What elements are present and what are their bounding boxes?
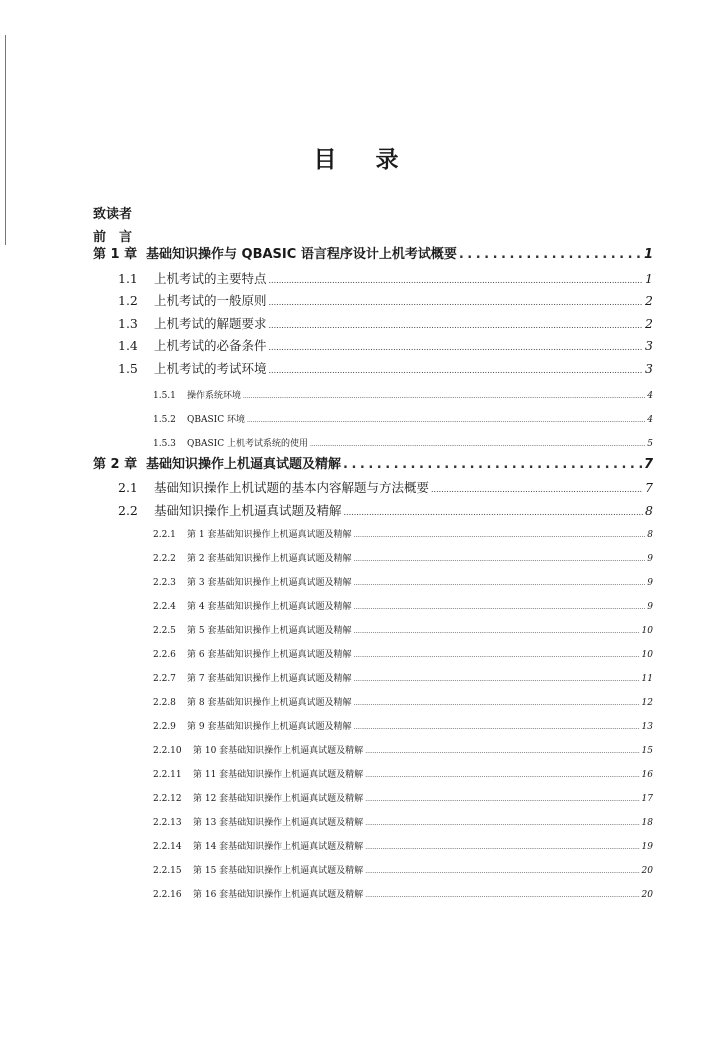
subsection-number: 2.2.14 — [153, 842, 182, 852]
page-number: 9 — [647, 554, 653, 564]
leader-dots — [269, 339, 644, 357]
toc-chapter-2[interactable] — [93, 456, 653, 474]
leader-dots — [243, 388, 645, 406]
leader-dots — [269, 294, 644, 312]
leader-dots — [353, 695, 639, 713]
page-number: 13 — [641, 722, 653, 732]
subsection-title: 第 3 套基础知识操作上机逼真试题及精解 — [187, 578, 352, 588]
subsection-title: 第 13 套基础知识操作上机逼真试题及精解 — [193, 818, 364, 828]
subsection-number: 2.2.10 — [153, 746, 182, 756]
chapter-number: 第 2 章 — [93, 457, 138, 472]
page-number: 7 — [645, 480, 653, 495]
section-title: 上机考试的考试环境 — [154, 361, 267, 376]
section-number: 2.2 — [118, 503, 138, 518]
toc-subsection[interactable] — [153, 550, 653, 569]
page-number: 17 — [641, 794, 653, 804]
page-number: 9 — [647, 578, 653, 588]
page-edge-line — [5, 35, 6, 245]
toc-subsection[interactable] — [153, 670, 653, 689]
leader-dots — [353, 647, 639, 665]
leader-dots — [365, 743, 639, 761]
section-title: 基础知识操作上机逼真试题及精解 — [154, 503, 342, 518]
subsection-number: 2.2.16 — [153, 890, 182, 900]
leader-dots — [365, 887, 639, 905]
leader-dots — [269, 362, 644, 380]
page-number: 3 — [645, 361, 653, 376]
page-number: 15 — [641, 746, 653, 756]
page-number: 1 — [645, 271, 653, 286]
toc-chapter-1[interactable] — [93, 246, 653, 264]
subsection-title: 第 4 套基础知识操作上机逼真试题及精解 — [187, 602, 352, 612]
subsection-number: 1.5.2 — [153, 415, 176, 425]
leader-dots — [269, 272, 644, 290]
leader-dots — [365, 791, 639, 809]
subsection-number: 2.2.7 — [153, 674, 176, 684]
subsection-title: 第 6 套基础知识操作上机逼真试题及精解 — [187, 650, 352, 660]
section-number: 2.1 — [118, 480, 138, 495]
toc-subsection[interactable] — [153, 862, 653, 881]
toc-section[interactable] — [118, 292, 653, 312]
section-title: 基础知识操作上机试题的基本内容解题与方法概要 — [154, 480, 430, 495]
section-number: 1.2 — [118, 293, 138, 308]
subsection-number: 2.2.2 — [153, 554, 176, 564]
page-number: 10 — [641, 626, 653, 636]
leader-dots — [343, 456, 642, 474]
toc-section[interactable] — [118, 315, 653, 335]
toc-section[interactable] — [118, 502, 653, 522]
page-title — [0, 141, 713, 174]
toc-subsection[interactable] — [153, 814, 653, 833]
chapter-title: 基础知识操作与 QBASIC 语言程序设计上机考试概要 — [146, 247, 457, 262]
toc-subsection[interactable] — [153, 411, 653, 430]
subsection-title: 第 12 套基础知识操作上机逼真试题及精解 — [193, 794, 364, 804]
toc-front-preface: 前 言 — [93, 230, 133, 245]
subsection-title: 第 1 套基础知识操作上机逼真试题及精解 — [187, 530, 352, 540]
subsection-number: 2.2.9 — [153, 722, 176, 732]
page-number: 16 — [641, 770, 653, 780]
subsection-number: 2.2.5 — [153, 626, 176, 636]
title-char-2: 录 — [375, 147, 400, 173]
toc-subsection[interactable] — [153, 694, 653, 713]
section-title: 上机考试的必备条件 — [154, 338, 267, 353]
page-number: 4 — [647, 415, 653, 425]
leader-dots — [365, 839, 639, 857]
toc-subsection[interactable] — [153, 526, 653, 545]
toc-subsection[interactable] — [153, 387, 653, 406]
leader-dots — [365, 767, 639, 785]
leader-dots — [353, 623, 639, 641]
subsection-number: 2.2.12 — [153, 794, 182, 804]
subsection-number: 2.2.1 — [153, 530, 176, 540]
section-number: 1.5 — [118, 361, 138, 376]
section-number: 1.3 — [118, 316, 138, 331]
subsection-title: 第 16 套基础知识操作上机逼真试题及精解 — [193, 890, 364, 900]
page-number: 10 — [641, 650, 653, 660]
page-number: 18 — [641, 818, 653, 828]
leader-dots — [353, 719, 639, 737]
toc-subsection[interactable] — [153, 766, 653, 785]
page-number: 2 — [645, 316, 653, 331]
section-title: 上机考试的主要特点 — [154, 271, 267, 286]
leader-dots — [353, 599, 645, 617]
page-number: 5 — [647, 439, 653, 449]
subsection-title: 第 2 套基础知识操作上机逼真试题及精解 — [187, 554, 352, 564]
section-title: 上机考试的一般原则 — [154, 293, 267, 308]
subsection-title: 操作系统环境 — [187, 391, 242, 401]
subsection-title: 第 7 套基础知识操作上机逼真试题及精解 — [187, 674, 352, 684]
toc-subsection[interactable] — [153, 718, 653, 737]
toc-section[interactable] — [118, 360, 653, 380]
title-char-1: 目 — [313, 147, 338, 173]
toc-section[interactable] — [118, 479, 653, 499]
subsection-number: 1.5.1 — [153, 391, 176, 401]
subsection-number: 2.2.4 — [153, 602, 176, 612]
toc-subsection[interactable] — [153, 886, 653, 905]
subsection-number: 2.2.11 — [153, 770, 182, 780]
toc-subsection[interactable] — [153, 790, 653, 809]
subsection-title: QBASIC 环境 — [187, 415, 245, 425]
subsection-title: QBASIC 上机考试系统的使用 — [187, 439, 308, 449]
section-title: 上机考试的解题要求 — [154, 316, 267, 331]
toc-subsection[interactable] — [153, 742, 653, 761]
leader-dots — [365, 863, 639, 881]
subsection-title: 第 14 套基础知识操作上机逼真试题及精解 — [193, 842, 364, 852]
section-number: 1.4 — [118, 338, 138, 353]
toc-front-reader-note: 致读者 — [93, 207, 133, 222]
subsection-number: 2.2.8 — [153, 698, 176, 708]
leader-dots — [459, 246, 642, 264]
leader-dots — [365, 815, 639, 833]
page-number: 11 — [641, 674, 653, 684]
page-number: 8 — [647, 530, 653, 540]
subsection-number: 2.2.6 — [153, 650, 176, 660]
subsection-title: 第 9 套基础知识操作上机逼真试题及精解 — [187, 722, 352, 732]
page-number: 20 — [641, 866, 653, 876]
leader-dots — [431, 481, 643, 499]
subsection-number: 1.5.3 — [153, 439, 176, 449]
section-number: 1.1 — [118, 271, 138, 286]
subsection-title: 第 5 套基础知识操作上机逼真试题及精解 — [187, 626, 352, 636]
subsection-title: 第 11 套基础知识操作上机逼真试题及精解 — [193, 770, 364, 780]
subsection-number: 2.2.3 — [153, 578, 176, 588]
subsection-number: 2.2.15 — [153, 866, 182, 876]
leader-dots — [353, 671, 639, 689]
leader-dots — [353, 527, 645, 545]
leader-dots — [269, 317, 644, 335]
toc-subsection[interactable] — [153, 435, 653, 454]
subsection-number: 2.2.13 — [153, 818, 182, 828]
chapter-number: 第 1 章 — [93, 247, 138, 262]
page-number: 19 — [641, 842, 653, 852]
toc-subsection[interactable] — [153, 622, 653, 641]
page-number: 9 — [647, 602, 653, 612]
leader-dots — [247, 412, 645, 430]
toc-subsection[interactable] — [153, 646, 653, 665]
page-number: 1 — [643, 247, 653, 262]
leader-dots — [353, 551, 645, 569]
page-number: 3 — [645, 338, 653, 353]
page-number: 8 — [645, 503, 653, 518]
page-number: 4 — [647, 391, 653, 401]
subsection-title: 第 15 套基础知识操作上机逼真试题及精解 — [193, 866, 364, 876]
toc-subsection[interactable] — [153, 838, 653, 857]
leader-dots — [310, 436, 645, 454]
leader-dots — [353, 575, 645, 593]
page-number: 7 — [643, 457, 653, 472]
toc-section[interactable] — [118, 337, 653, 357]
chapter-title: 基础知识操作上机逼真试题及精解 — [146, 457, 342, 472]
toc-subsection[interactable] — [153, 574, 653, 593]
page-number: 20 — [641, 890, 653, 900]
toc-subsection[interactable] — [153, 598, 653, 617]
leader-dots — [344, 504, 644, 522]
page-number: 12 — [641, 698, 653, 708]
subsection-title: 第 8 套基础知识操作上机逼真试题及精解 — [187, 698, 352, 708]
subsection-title: 第 10 套基础知识操作上机逼真试题及精解 — [193, 746, 364, 756]
toc-section[interactable] — [118, 270, 653, 290]
page-number: 2 — [645, 293, 653, 308]
